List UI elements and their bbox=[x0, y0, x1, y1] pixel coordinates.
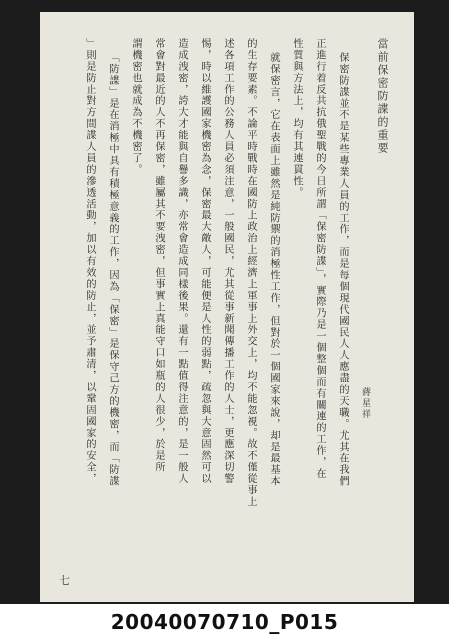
text-line: 謂機密也就成為不機密了。 bbox=[130, 38, 141, 176]
article-title: 當前保密防諜的重要 bbox=[376, 38, 389, 155]
page-number: 七 bbox=[59, 574, 70, 587]
document-page bbox=[40, 12, 414, 602]
text-line: 的生存要素。不論平時戰時在國防上政治上經濟上軍事上外交上，均不能忽視。故不僅從事上 bbox=[245, 38, 256, 508]
text-line: 惕，時以維護國家機密為念，保密最大敵人，可能便是人性的弱點，疏忽與大意固然可以 bbox=[199, 38, 210, 485]
text-line: 性質與方法上，均有其連貫性。 bbox=[291, 38, 302, 199]
text-line: 就保密言，它在表面上雖然是純防禦的消極性工作，但對於一個國家來說，却是最基本 bbox=[268, 52, 279, 488]
article-author: 蔣星祥 bbox=[360, 387, 370, 420]
text-line: 「防諜」是在消極中具有積極意義的工作，因為「保密」是保守己方的機密，而「防諜 bbox=[107, 52, 118, 488]
text-line: 造成洩密，誇大才能與自譽多識，亦常會造成同樣後果。還有一點值得注意的，是一般人 bbox=[176, 38, 187, 485]
text-line: 保密防諜並不是某些專業人員的工作，而是每個現代國民人人應盡的天職。尤其在我們 bbox=[337, 52, 348, 488]
image-caption: 20040070710_P015 bbox=[110, 610, 339, 634]
text-line: 述各項工作的公務人員必須注意，一般國民，尤其從事新聞傳播工作的人士，更應深切警 bbox=[222, 38, 233, 485]
text-line: 常會對最近的人不再保密，雖屬其不要洩密，但事實上真能守口如瓶的人很少，於是所 bbox=[153, 38, 164, 474]
text-line: 正進行着反共抗俄聖戰的今日所謂「保密防諜」，實際乃是一個整個而有關連的工作，在 bbox=[314, 38, 325, 480]
text-line: 」則是防止對方間諜人員的滲透活動，加以有效的防止，並予肅清，以鞏固國家的安全， bbox=[84, 38, 95, 485]
